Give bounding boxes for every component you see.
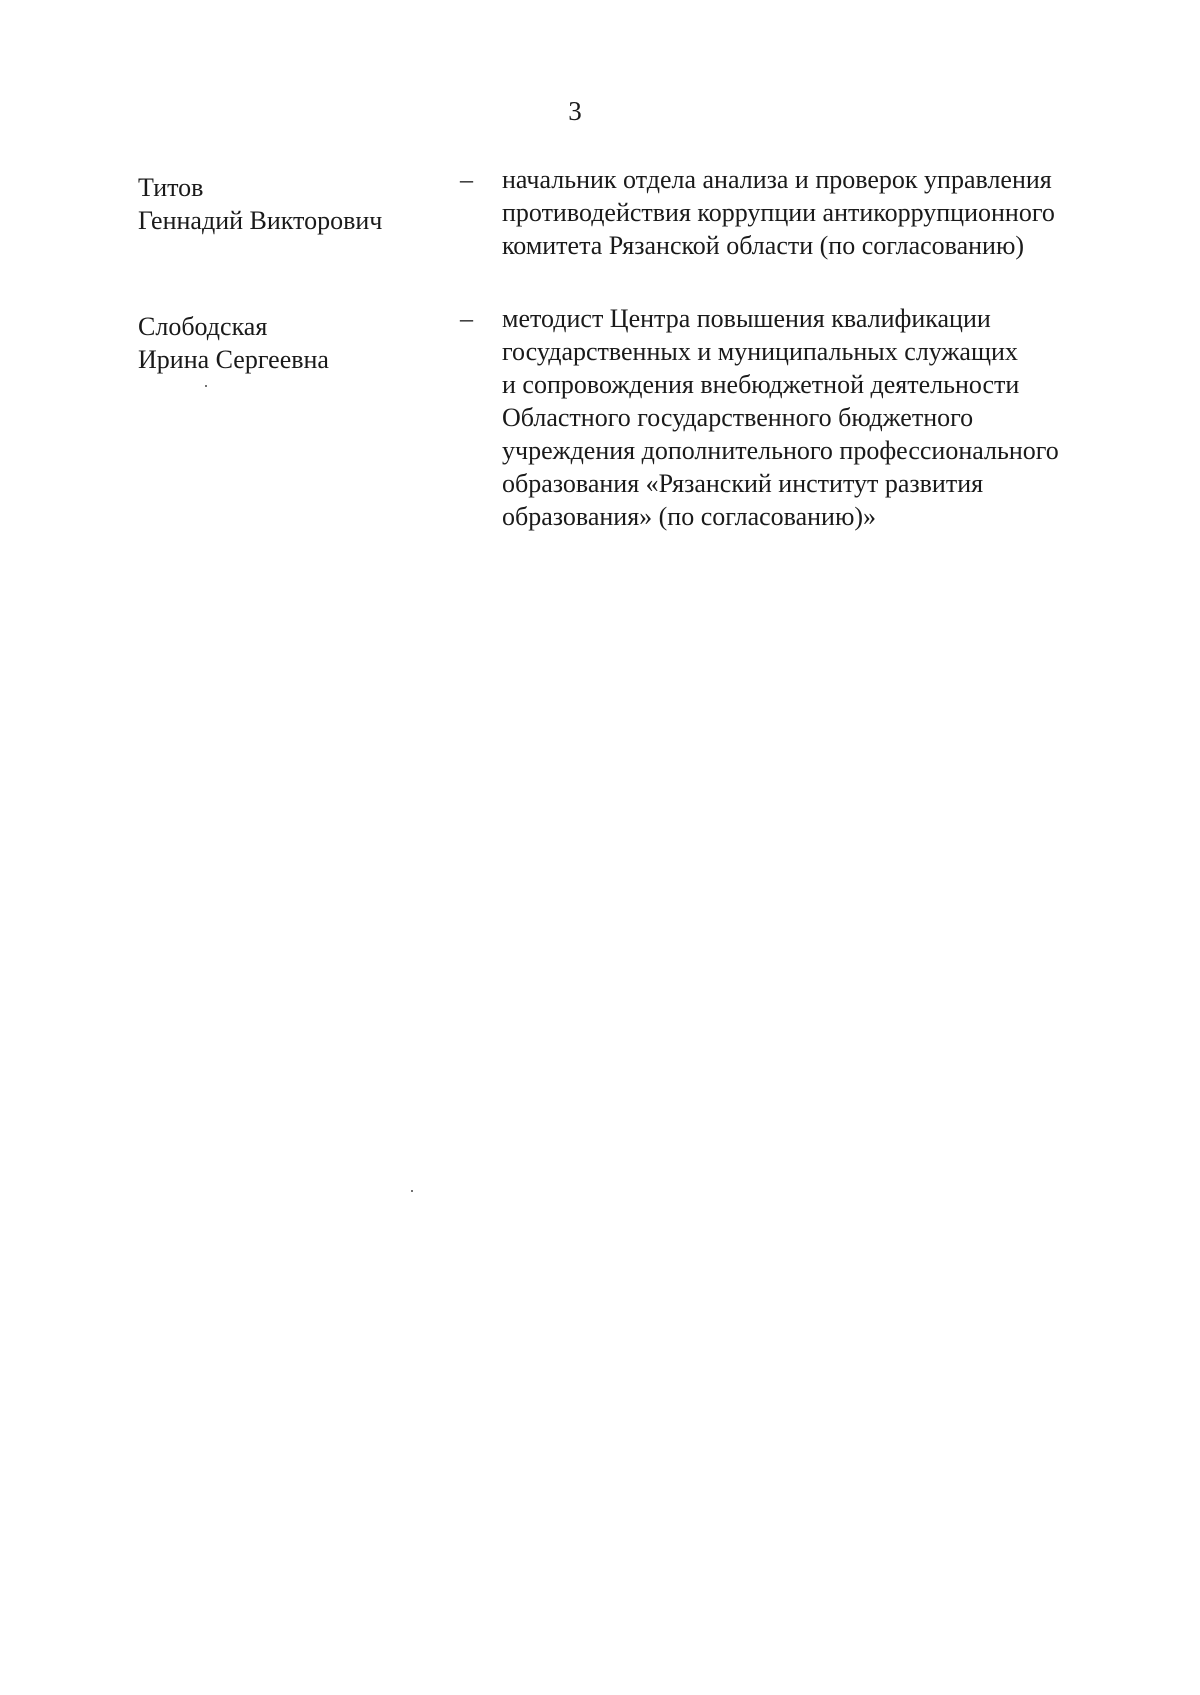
description-line: комитета Рязанской области (по согласованию): [502, 231, 1025, 260]
member-name: [138, 310, 438, 376]
description-line: образования «Рязанский институт развития: [502, 469, 984, 498]
description-line: Областного государственного бюджетного: [502, 403, 974, 432]
description-line: методист Центра повышения квалификации: [502, 304, 991, 333]
member-given-names: Геннадий Викторович: [138, 206, 383, 235]
member-dash: –: [460, 165, 473, 194]
member-dash: –: [460, 304, 473, 333]
member-given-names: Ирина Сергеевна: [138, 345, 329, 374]
description-line: и сопровождения внебюджетной деятельности: [502, 370, 1020, 399]
member-surname: Слободская: [138, 312, 268, 341]
member-description: [502, 163, 1112, 262]
member-description: [502, 302, 1112, 533]
scan-speck: [411, 1190, 413, 1192]
description-line: образования» (по согласованию)»: [502, 502, 877, 531]
member-name: [138, 171, 438, 237]
description-line: учреждения дополнительного профессионального: [502, 436, 1059, 465]
description-line: государственных и муниципальных служащих: [502, 337, 1018, 366]
scan-speck: [205, 385, 207, 387]
description-line: начальник отдела анализа и проверок управления: [502, 165, 1052, 194]
page-number: 3: [568, 96, 582, 126]
member-surname: Титов: [138, 173, 204, 202]
description-line: противодействия коррупции антикоррупционного: [502, 198, 1055, 227]
